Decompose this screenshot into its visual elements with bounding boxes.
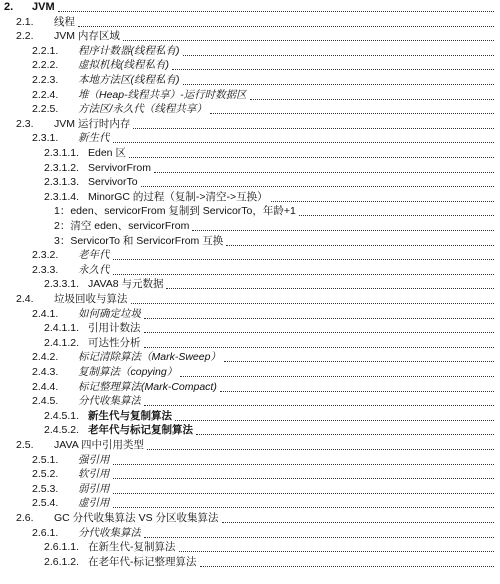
toc-entry-title: 垃圾回收与算法: [54, 293, 128, 305]
dot-leader: [226, 244, 494, 246]
toc-entry[interactable]: [0, 381, 496, 394]
toc-entry[interactable]: [0, 439, 496, 452]
toc-entry[interactable]: [0, 162, 496, 175]
toc-entry[interactable]: [0, 497, 496, 510]
toc-entry-title: Eden 区: [88, 147, 126, 159]
dot-leader: [141, 185, 494, 187]
toc-entry[interactable]: [0, 293, 496, 306]
toc-entry-title: 在新生代-复制算法: [88, 541, 176, 554]
dot-leader: [299, 214, 494, 216]
toc-entry[interactable]: [0, 424, 496, 437]
toc-entry[interactable]: [0, 132, 496, 145]
toc-entry[interactable]: [0, 541, 496, 554]
toc-entry-title: MinorGC 的过程（复制->清空->互换）: [88, 190, 268, 203]
dot-leader: [183, 83, 495, 85]
toc-entry[interactable]: [0, 59, 496, 72]
toc-entry-number: 2.5.: [16, 439, 34, 451]
toc-entry-number: 2.2.: [16, 30, 34, 43]
dot-leader: [175, 419, 494, 421]
toc-entry-title: GC 分代收集算法 VS 分区收集算法: [54, 512, 219, 524]
dot-leader: [123, 39, 494, 41]
dot-leader: [144, 404, 494, 406]
dot-leader: [192, 229, 494, 231]
toc-entry[interactable]: [0, 351, 496, 364]
toc-entry-title: 2：清空 eden、servicorFrom: [54, 220, 190, 232]
dot-leader: [144, 346, 495, 348]
toc-entry-number: 2.3.3.: [32, 263, 59, 276]
toc-entry-number: 2.4.5.2.: [44, 424, 80, 437]
dot-leader: [250, 98, 494, 100]
toc-entry-title: 弱引用: [78, 482, 110, 495]
toc-entry[interactable]: [0, 249, 496, 262]
dot-leader: [78, 25, 494, 27]
dot-leader: [144, 536, 494, 538]
toc-entry-title: 方法区/永久代（线程共享）: [78, 103, 207, 116]
dot-leader: [131, 302, 495, 304]
toc-entry-number: 2.3.2.: [32, 249, 59, 262]
dot-leader: [210, 112, 494, 114]
dot-leader: [224, 360, 494, 362]
toc-entry-number: 2.3.1.: [32, 132, 59, 145]
toc-entry-title: 强引用: [78, 453, 110, 466]
toc-entry-title: 分代收集算法: [78, 395, 141, 408]
toc-entry-number: 2.4.2.: [32, 351, 59, 364]
toc-entry-number: 2.2.3.: [32, 74, 59, 86]
dot-leader: [180, 375, 494, 377]
toc-entry[interactable]: [0, 1, 496, 14]
toc-entry[interactable]: [0, 366, 496, 379]
toc-entry-title: 标记清除算法（Mark-Sweep）: [78, 351, 221, 364]
toc-entry-number: 2.4.4.: [32, 380, 59, 393]
toc-entry-title: 标记整理算法(Mark-Compact): [78, 380, 217, 393]
dot-leader: [172, 68, 494, 70]
toc-entry-title: JAVA 四中引用类型: [54, 439, 145, 451]
toc-entry[interactable]: [0, 147, 496, 160]
toc-entry[interactable]: [0, 454, 496, 467]
dot-leader: [113, 141, 495, 143]
dot-leader: [147, 448, 494, 450]
toc-entry-title: 线程: [54, 15, 75, 28]
toc-entry-number: 2.5.2.: [32, 468, 59, 481]
toc-entry-number: 2.3.: [16, 117, 34, 130]
toc-entry-number: 2.2.5.: [32, 103, 59, 116]
toc-entry[interactable]: [0, 556, 496, 569]
toc-entry-number: 2.3.1.4.: [44, 190, 80, 203]
toc-entry[interactable]: [0, 103, 496, 116]
toc-entry[interactable]: [0, 191, 496, 204]
dot-leader: [200, 565, 495, 567]
toc-entry-number: 2.3.1.3.: [44, 176, 80, 189]
dot-leader: [58, 10, 494, 12]
toc-entry-title: 程序计数器(线程私有): [78, 44, 180, 57]
toc-entry-title: 复制算法（copying）: [78, 366, 178, 378]
toc-entry[interactable]: [0, 89, 496, 102]
toc-entry-title: 可达性分析: [88, 336, 141, 349]
dot-leader: [129, 156, 494, 158]
toc-entry-title: 虚拟机栈(线程私有): [78, 59, 169, 72]
toc-entry-title: JAVA8 与元数据: [88, 278, 164, 291]
dot-leader: [113, 463, 495, 465]
toc-entry-title: 如何确定垃圾: [78, 307, 141, 320]
toc-entry[interactable]: [0, 308, 496, 321]
toc-entry-title: 老年代与标记复制算法: [88, 424, 193, 437]
toc-entry-number: 2.6.1.2.: [44, 555, 80, 568]
toc-entry[interactable]: [0, 395, 496, 408]
toc-entry[interactable]: [0, 118, 496, 131]
toc-entry-title: ServivorTo: [88, 176, 138, 189]
toc-entry-title: JVM 内存区域: [54, 30, 120, 43]
dot-leader: [113, 477, 495, 479]
toc-entry-number: 2.: [4, 1, 14, 13]
toc-entry-number: 2.5.4.: [32, 497, 59, 510]
toc-entry[interactable]: [0, 45, 496, 58]
toc-entry-number: 2.2.4.: [32, 88, 59, 101]
toc-entry-title: 新生代与复制算法: [88, 409, 172, 422]
toc-entry-title: 虚引用: [78, 497, 110, 510]
toc-entry-title: 3：ServicorTo 和 ServicorFrom 互换: [54, 234, 224, 247]
toc-entry[interactable]: [0, 30, 496, 43]
toc-entry-number: 2.5.3.: [32, 482, 59, 495]
toc-entry-number: 2.4.: [16, 293, 34, 305]
dot-leader: [113, 273, 495, 275]
dot-leader: [154, 171, 494, 173]
toc-entry[interactable]: [0, 264, 496, 277]
toc-entry-number: 2.3.1.2.: [44, 161, 80, 174]
toc-entry[interactable]: [0, 468, 496, 481]
toc-entry-title: 老年代: [78, 249, 110, 262]
toc-entry-number: 2.4.1.1.: [44, 322, 80, 335]
toc-entry[interactable]: [0, 410, 496, 423]
toc-entry-title: 永久代: [78, 263, 110, 276]
dot-leader: [113, 506, 495, 508]
toc-entry-number: 2.5.1.: [32, 453, 59, 466]
toc-entry-number: 2.2.1.: [32, 44, 59, 57]
toc-entry-title: 本地方法区(线程私有): [78, 74, 180, 86]
toc-entry[interactable]: [0, 176, 496, 189]
dot-leader: [183, 54, 495, 56]
toc-entry-number: 2.4.3.: [32, 366, 59, 378]
dot-leader: [271, 200, 494, 202]
dot-leader: [166, 287, 494, 289]
toc-entry-title: JVM: [32, 1, 55, 13]
dot-leader: [196, 433, 494, 435]
dot-leader: [220, 390, 494, 392]
toc-entry[interactable]: [0, 74, 496, 87]
dot-leader: [179, 550, 495, 552]
toc-entry-number: 2.4.1.2.: [44, 336, 80, 349]
toc-entry-number: 2.6.1.: [32, 526, 59, 539]
toc-entry[interactable]: [0, 235, 496, 248]
toc-entry-title: 1：eden、servicorFrom 复制到 ServicorTo，年龄+1: [54, 205, 296, 218]
toc-entry[interactable]: [0, 337, 496, 350]
toc-entry[interactable]: [0, 322, 496, 335]
toc-entry-title: 在老年代-标记整理算法: [88, 555, 197, 568]
toc-entry-title: 软引用: [78, 468, 110, 481]
toc-entry[interactable]: [0, 16, 496, 29]
toc-entry-title: 引用计数法: [88, 322, 141, 335]
toc-entry[interactable]: [0, 278, 496, 291]
toc-entry-title: 新生代: [78, 132, 110, 145]
toc-entry-number: 2.1.: [16, 15, 34, 28]
toc-entry-title: ServivorFrom: [88, 161, 152, 174]
toc-entry[interactable]: [0, 512, 496, 525]
dot-leader: [144, 317, 494, 319]
toc-entry-number: 2.4.5.1.: [44, 409, 80, 422]
toc-entry-title: 分代收集算法: [78, 526, 141, 539]
toc-entry-number: 2.2.2.: [32, 59, 59, 72]
toc-entry[interactable]: [0, 483, 496, 496]
dot-leader: [144, 331, 495, 333]
dot-leader: [113, 492, 495, 494]
dot-leader: [113, 258, 495, 260]
toc-entry-number: 2.3.3.1.: [44, 278, 80, 291]
dot-leader: [222, 521, 494, 523]
toc-entry-title: JVM 运行时内存: [54, 117, 131, 130]
dot-leader: [133, 127, 494, 129]
toc-entry-number: 2.6.: [16, 512, 34, 524]
toc-entry[interactable]: [0, 205, 496, 218]
toc-entry-number: 2.6.1.1.: [44, 541, 80, 554]
toc-entry-title: 堆（Heap-线程共享）-运行时数据区: [78, 88, 247, 101]
toc-entry-number: 2.4.1.: [32, 307, 59, 320]
toc-entry-number: 2.3.1.1.: [44, 147, 80, 159]
toc-entry[interactable]: [0, 527, 496, 540]
toc-entry-number: 2.4.5.: [32, 395, 59, 408]
toc-entry[interactable]: [0, 220, 496, 233]
